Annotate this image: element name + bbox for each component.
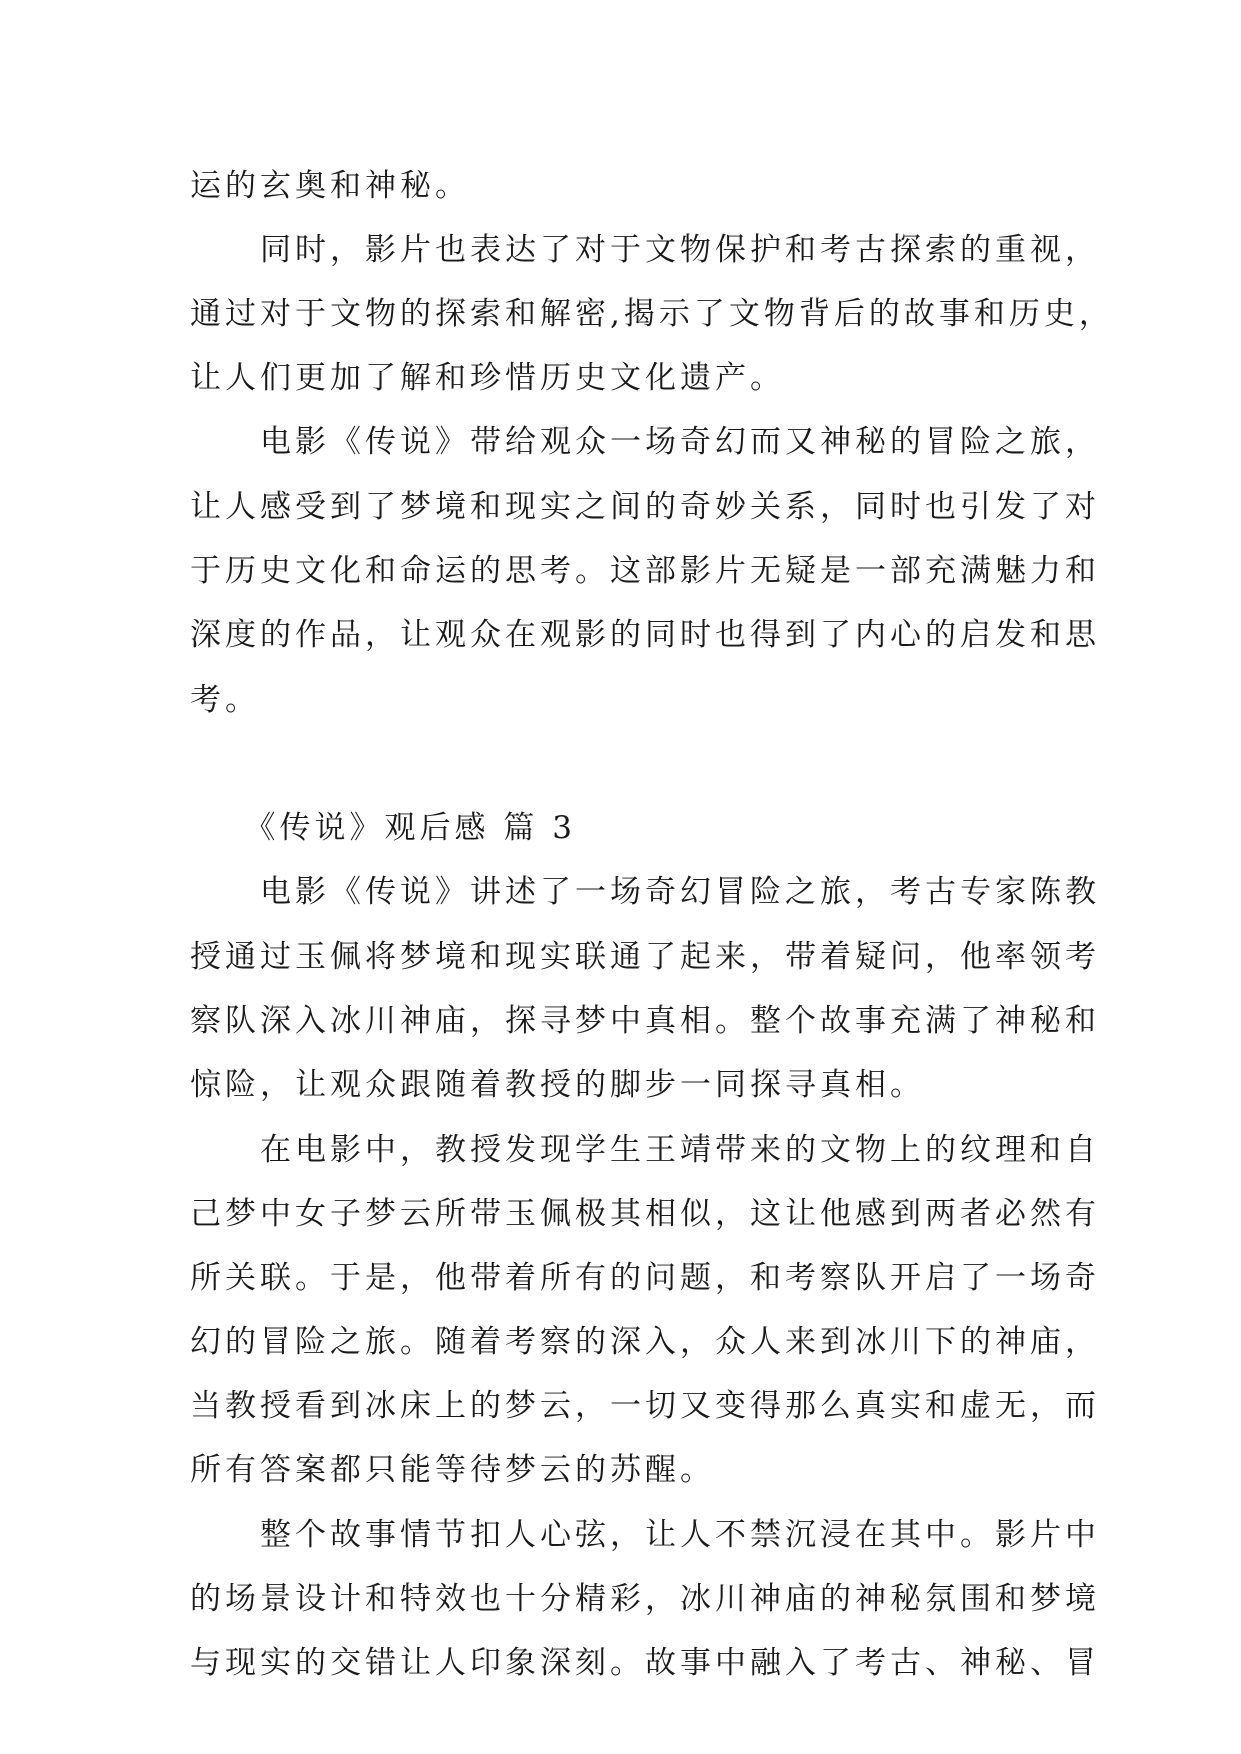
text-line: 所有答案都只能等待梦云的苏醒。 bbox=[190, 1452, 715, 1488]
text-line: 深度的作品，让观众在观影的同时也得到了内心的启发和思 bbox=[190, 617, 1100, 653]
text-line: 让人感受到了梦境和现实之间的奇妙关系，同时也引发了对 bbox=[190, 489, 1100, 525]
text-line: 在电影中，教授发现学生王靖带来的文物上的纹理和自 bbox=[190, 1132, 1100, 1168]
text-line: 同时，影片也表达了对于文物保护和考古探索的重视， bbox=[190, 232, 1100, 268]
text-line: 惊险，让观众跟随着教授的脚步一同探寻真相。 bbox=[190, 1067, 925, 1103]
text-line: 考。 bbox=[190, 682, 260, 718]
text-line: 电影《传说》讲述了一场奇幻冒险之旅，考古专家陈教 bbox=[190, 874, 1100, 910]
text-line: 电影《传说》带给观众一场奇幻而又神秘的冒险之旅， bbox=[190, 424, 1100, 460]
text-line: 授通过玉佩将梦境和现实联通了起来，带着疑问，他率领考 bbox=[190, 939, 1100, 975]
text-line: 察队深入冰川神庙，探寻梦中真相。整个故事充满了神秘和 bbox=[190, 1003, 1100, 1039]
text-line: 幻的冒险之旅。随着考察的深入，众人来到冰川下的神庙， bbox=[190, 1324, 1100, 1360]
section-heading: 《传说》观后感 篇 3 bbox=[190, 810, 576, 846]
text-line: 所关联。于是，他带着所有的问题，和考察队开启了一场奇 bbox=[190, 1260, 1100, 1296]
text-line: 运的玄奥和神秘。 bbox=[190, 168, 470, 204]
text-line: 整个故事情节扣人心弦，让人不禁沉浸在其中。影片中 bbox=[190, 1517, 1100, 1553]
text-line: 的场景设计和特效也十分精彩，冰川神庙的神秘氛围和梦境 bbox=[190, 1581, 1100, 1617]
text-line: 己梦中女子梦云所带玉佩极其相似，这让他感到两者必然有 bbox=[190, 1196, 1100, 1232]
text-line: 与现实的交错让人印象深刻。故事中融入了考古、神秘、冒 bbox=[190, 1645, 1100, 1681]
text-line: 于历史文化和命运的思考。这部影片无疑是一部充满魅力和 bbox=[190, 553, 1100, 589]
text-line: 让人们更加了解和珍惜历史文化遗产。 bbox=[190, 360, 785, 396]
text-line: 通过对于文物的探索和解密,揭示了文物背后的故事和历史， bbox=[190, 296, 1114, 332]
text-line: 当教授看到冰床上的梦云，一切又变得那么真实和虚无，而 bbox=[190, 1388, 1100, 1424]
